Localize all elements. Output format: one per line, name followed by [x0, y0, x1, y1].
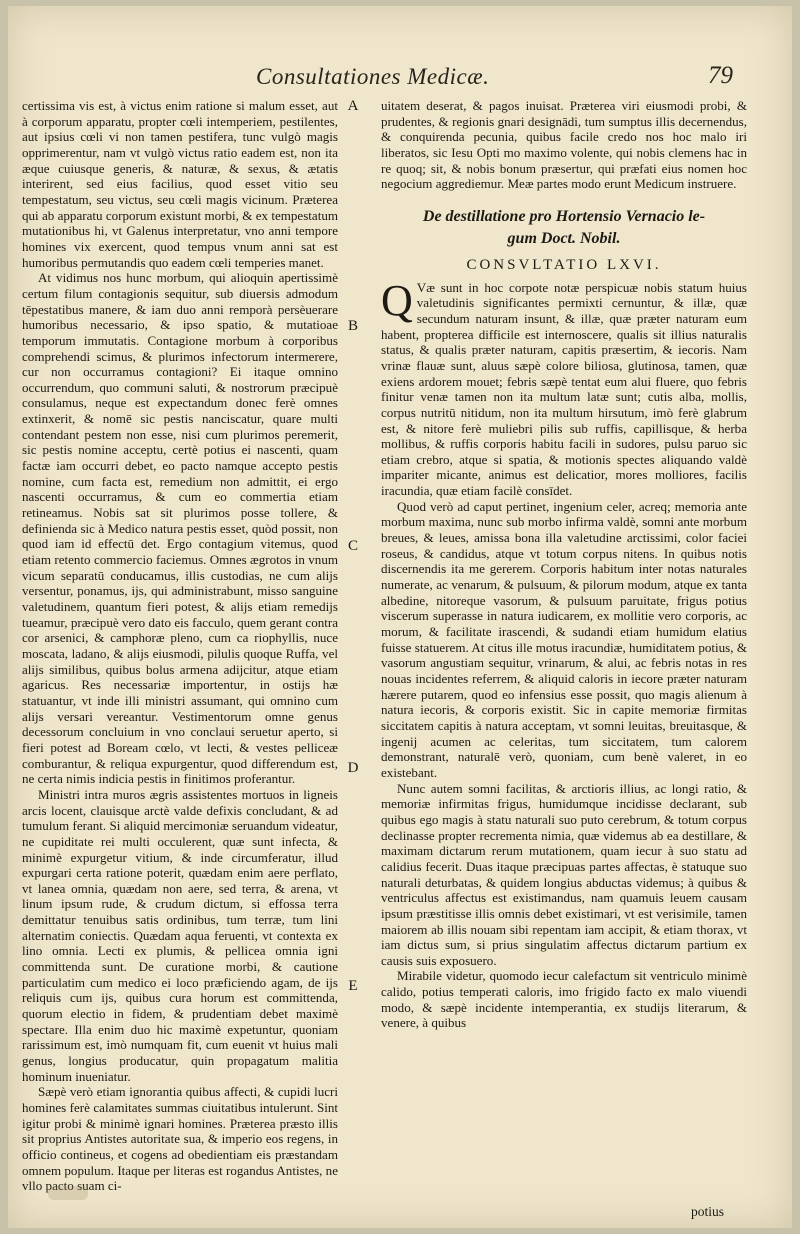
paragraph: uitatem deserat, & pagos inuisat. Præterea viri eiusmodi probi, & prudentes, & regionis gnari designādi, tum sumptus illis decernendus, & conquirenda pecunia, quibus facile credo nos hoc malo iri liberatos, sic Iesu Opti mo maximo volente, qui nobis clemens hac in re quoq; sit, & nobis bonum præsertur, qui præfati eius nomen hoc negocium aggrediemur. Meæ partes modo erunt Medicum instruere.: [381, 98, 747, 192]
margin-section-letters: [339, 98, 371, 1218]
paragraph: Sæpè verò etiam ignorantia quibus affecti, & cupidi lucri homines ferè calamitates summas ciuitatibus intulerunt. Sint igitur probi & minimè ignari homines. Præterea præsto illis sit proprius Antistes autoritate sua, & imperio eos regens, in officio contineus, et cogens ad obedientiam eis præstandam omnem populum. Itaque per literas est rogandus Antistes, ne vllo pacto suam ci-: [22, 1084, 338, 1194]
margin-letter-b: B: [347, 318, 358, 334]
margin-letter-e: E: [348, 978, 358, 994]
section-title-line: gum Doct. Nobil.: [507, 229, 621, 247]
margin-letter-d: D: [347, 760, 359, 776]
paragraph: Væ sunt in hoc corpote notæ perspicuæ nobis statum huius valetudinis significantes permixti cernuntur, & illæ, quæ secundum naturam insunt, & illæ, quæ præter naturam eum habent, propterea difficile est internoscere, qualis sit illius naturalis status, & qualis præter naturam, capitis præsertim, & iecoris. Nam vrinæ flauæ sunt, aluus sæpè colore biliosa, glutinosa, tamen, quæ exiens ardorem mouet; febris sæpè tentat eum alui fluere, quo febris finitur venæ tamen non ita multum latæ sunt; cutis alba, mollis, corpus nutritū nitidum, non ita multum hirsutum, imò ferè glabrum est, & nitore ferè muliebri pilis sub ruffis, capillisque, & herba mollibus, & ruffis corporis habitu facili in sudores, pulsu paruo sic etiam crebro, atque si spatia, & motionis spectes aliquando valdè impariter micante, animus est delicatior, mores molliores, facilis iracundia, quæ etiam facilè consīdet.: [381, 279, 747, 499]
section-title: [381, 206, 747, 250]
right-column: [381, 98, 747, 1218]
paragraph: certissima vis est, à victus enim ratione si malum esset, aut à corporum apparatu, propter cœli intemperiem, pestilentes, aut ipsius cœli vi non tamen pestifera, tunc vulgò magis opprimerentur, nam vt vulgò victus ratio eadem est, non ita æque cuiusque generis, & naturæ, & sexus, & ætatis interirent, sed eius facilius, quod esset vitio seu tempestatum, seu victus, seu cœli magis vicinum. Præterea qui ab apparatu corporum existunt morbi, & ex tempestatum mutationibus hi, vt Galenus interpretatur, vno anni tempore homines vix exercent, quod tempus vnum anni sat est humoribus permutandis quo eadem cœli temperies manet.: [22, 98, 338, 270]
paragraph: Mirabile videtur, quomodo iecur calefactum sit ventriculo minimè calido, potius temperati caloris, imo frigido facto ex malo viuendi modo, & sæpè incidente intemperantia, ex studijs literarum, & venere, à quibus: [381, 968, 747, 1031]
section-title-line: De destillatione pro Hortensio Vernacio le-: [422, 207, 706, 225]
margin-letter-c: C: [347, 538, 358, 554]
drop-cap: Q: [381, 275, 413, 325]
paragraph: Nunc autem somni facilitas, & arctioris illius, ac longi ratio, & memoriæ infirmitas frigus, humidumque incidisse declarant, sub quibus ego magis à statu naturali suo puto cerebrum, & totum corpus declinasse propter recrementa nimia, quæ videmus ab ea destillare, & maximam dictarum rerum mutationem, quam iecur à suo statu ad calidius fecerit. Duas itaque præcipuas partes affectas, è statuque suo naturali deturbatas, & quidem longius abductas videmus; à quibus & ventriculus affectus est existimandus, nam quamuis leuem causam ipsum præstitisse illis omnis debet existimari, vt est verisimile, tamen maiorem ab illis nouam sibi repentam iam accipit, & etiam thorax, vt iam dictus sum, si prius singulatim affectus dictarum partium ex causis suis exposuero.: [381, 780, 747, 968]
book-page: [8, 6, 792, 1228]
paragraph: At vidimus nos hunc morbum, qui alioquin apertissimè certum filum contagionis sequitur, sub diuersis admodum tēpestatibus manere, & iam duo anni remporà persèuerare humoribus necessario, & ipso spatio, & mutatioae temporum immutatis. Contagione morbum à corporibus comprehendi scimus, & plurimos infectorum intermerere, cur non occurramus contagioni? Ei itaque omnino occurrendum, quo communi saluti, & nostrorum præcipuè consulamus, neque est expectandum donec ferè omnes extinxerit, & nomē sic pestis nanciscatur, quare multi contendant pestem non esse, nisi cum plurimos peremerit, sic pestis nomine acceptu, certè potius ei nascenti, quam factæ iam occurri debet, eo pacto namque accepto pestis nomine, cum facta est, remedium non admittit, ei ergo nascenti occurramus, & cum eo commertia etiam retineamus. Nobis sat sit plurimos posse tollere, & definienda sic à Medico natura pestis esset, quòd possit, non quod iam id effectū det. Ergo contagium vitemus, quod etiam retento commercio faciemus. Omnes ægrotos in vnum vicum separatū conducamus, illis custodias, ne cum alijs versentur, ponamus, ijs, qui administrabunt, misso sanguine valetudinem, quantum fieri potest, & alijs etiam remedijs tueamur, præcipuè vero dato eis facculo, quem gerant contra cor arsenici, & camphoræ pleno, cum ca riophyllis, nuce moscata, ladano, & alijs eiusmodi, pilulis quoque Ruffa, vel alijs similibus, quibus bolus armena adijcitur, atque etiam agaricus. Res necessariæ importentur, in ostijs hæ statuantur, vt inde illi ministri assumant, qui omnino cum alijs versari vereantur. Vestimentorum omne genus decessorum concluium in vno conclaui seruetur aperto, si fieri potest ad Boream cœlo, vt lecti, & vestes pelliceæ comburantur, & reliqua expurgentur, quod differendum est, ne certa nimis indicia pestis in finitimos proferantur.: [22, 270, 338, 787]
running-head: Consultationes Medicæ.: [256, 64, 490, 89]
paragraph: Ministri intra muros ægris assistentes mortuos in ligneis arcis locent, clauisque arctè valde defixis concludant, & ad tumulum ferant. Si aliquid mercimoniæ seruandum videatur, ne cupiditate rei multi occulerent, quæ sunt infecta, & minimè expurgetur vitium, & inde circumferatur, illud expurgari certa ratione poterit, quædam enim aere perflato, vt lanea omnia, quædam non aere, sed terra, & arena, vt linum ipsum rude, & crudum dictum, si effossa terra demittatur tenuibus satis ordinibus, tum terræ, tum lini alternatim coniectis. Quædam aqua feruenti, vt contexta ex lino omnia. Lecti ex plumis, & pellicea omnia igni committenda sunt. De curatione morbi, & cautione particulatim cum medico ei loco præficiendo agam, de ijs reliquis cum ijs, quibus cura horum est committenda, quorum electio in fidem, & prudentiam debet maximè spectare. Illa enim duo hic maximè expetuntur, quoniam rarissimum est, imò numquam fit, cum euenit vt huius mali genus, longius producatur, quin propagatum malitia hominum inueniatur.: [22, 786, 338, 1084]
ink-stain: [48, 1186, 88, 1200]
paragraph: Quod verò ad caput pertinet, ingenium celer, acreq; memoria ante morbum maxima, nunc sub morbo infirma valdè, somni ante morbum breues, & leues, amissa bona illa valetudine arctissimi, color faciei roseus, & candidus, atque vt totum corpus nitens. In quibus notis discernendis ita me gererem. Corporis habitum inter notas naturales numerate, ac venarum, & pulsuum, & pilorum modum, atque ex tanta albedine, nitoreque vasorum, & pulsuum paruitate, frigus potius viscerum superasse in natura iudicarem, ex mollitie vero corporis, ac morum, & facilitate irascendi, & sudandi etiam humidum elatius fuisse statuerem. At citus ille motus iracundiæ, humiditatem potius, & vasorum angustiam sequitur, vrinarum, & alui, ac febris notas in res nouas incidentes referrem, & aliquid caloris in iecore præter naturam hærere putarem, quod eo infensius esse possit, quo magis alienum à natura iecoris, & corporis existit. Sic in capite memoriæ firmitas siccitatem capitis à natura acceptam, vt somni leuitas, breuitasque, & ingenij acumen ac celeritas, tum siccitatem, tum calorem demonstrant, naturalē verò, quoniam, cum benè valeret, in eo existebant.: [381, 498, 747, 780]
margin-letter-a: A: [347, 98, 359, 114]
left-column: [22, 98, 338, 1218]
consultatio-heading: CONSVLTATIO LXVI.: [466, 256, 662, 273]
page-header: [8, 58, 792, 98]
page-number: 79: [708, 62, 733, 89]
catchword: potius: [690, 1204, 724, 1219]
